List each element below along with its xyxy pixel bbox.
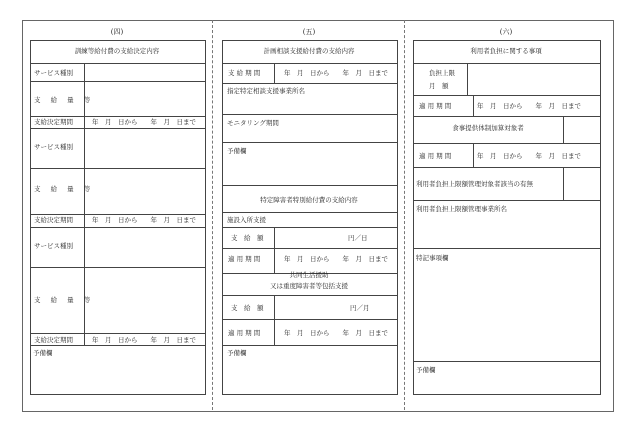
p5-rule xyxy=(222,248,397,249)
p5-notes-2: 予備欄 xyxy=(227,349,247,357)
p5-rule xyxy=(222,142,397,143)
p6-rule xyxy=(413,143,600,144)
p6-rule xyxy=(413,95,600,96)
p4-period-label-1: 支給決定期間 xyxy=(34,118,73,126)
panel6-title: 利用者負担に関する事項 xyxy=(470,47,542,55)
p6-apply-period: 適 用 期 間 xyxy=(419,102,452,110)
p6-rule xyxy=(413,361,600,362)
p4-rule xyxy=(30,333,205,334)
p4-rule xyxy=(30,128,205,129)
p5-facility-support: 施設入所支援 xyxy=(227,216,266,224)
p5-per-day: 円／日 xyxy=(348,234,368,242)
p6-col-rule xyxy=(473,143,474,167)
p5-pay-amount-1: 支 給 額 xyxy=(231,234,264,242)
p6-limit-label-1: 負担上限 xyxy=(429,69,455,77)
p6-rule xyxy=(413,248,600,249)
p6-col-rule xyxy=(467,63,468,95)
p4-period-value-2: 年 月 日から 年 月 日まで xyxy=(92,216,196,224)
p5-rule xyxy=(222,319,397,320)
p4-rule xyxy=(30,116,205,117)
p4-amount-3: 支 給 量 等 xyxy=(34,296,95,304)
p5-designated-office: 指定特定相談支援事業所名 xyxy=(227,87,305,95)
p5-pay-amount-2: 支 給 額 xyxy=(231,304,264,312)
p6-limit-mgmt-office: 利用者負担上限額管理事業所名 xyxy=(416,205,507,213)
p6-apply-value: 年 月 日から 年 月 日まで xyxy=(477,102,581,110)
p4-rule xyxy=(30,214,205,215)
p5-per-month: 円／月 xyxy=(350,304,370,312)
p5-rule xyxy=(222,227,397,228)
p5-monitoring: モニタリング期間 xyxy=(227,119,279,127)
p6-limit-mgmt-question: 利用者負担上限額管理対象者該当の有無 xyxy=(416,180,533,188)
p5-rule xyxy=(222,83,397,84)
p6-rule xyxy=(413,200,600,201)
p5-col-rule xyxy=(274,295,275,345)
p6-meal-period: 適 用 期 間 xyxy=(419,152,452,160)
p6-notes: 予備欄 xyxy=(416,366,436,374)
p5-rule xyxy=(222,345,397,346)
p6-meal-value: 年 月 日から 年 月 日まで xyxy=(477,152,581,160)
p5-rule xyxy=(222,63,397,64)
p5-group-home-1: 共同生活援助 xyxy=(289,271,329,279)
p5-rule xyxy=(222,295,397,296)
p5-col-rule xyxy=(274,227,275,273)
p6-special-notes: 特記事項欄 xyxy=(416,254,449,262)
p5-apply-period-1: 適 用 期 間 xyxy=(228,255,261,263)
p5-apply-value-2: 年 月 日から 年 月 日まで xyxy=(284,329,388,337)
p4-period-value-3: 年 月 日から 年 月 日まで xyxy=(92,336,196,344)
p4-service-type-2: サービス種別 xyxy=(34,143,73,151)
p5-special-title: 特定障害者特別給付費の支給内容 xyxy=(260,196,358,204)
panel5-header: (五) xyxy=(302,28,316,36)
p6-rule xyxy=(413,116,600,117)
p4-rule xyxy=(30,345,205,346)
panel6-table xyxy=(413,40,601,395)
p6-col-rule xyxy=(473,95,474,116)
p5-apply-value-1: 年 月 日から 年 月 日まで xyxy=(284,255,388,263)
panel5-title: 計画相談支援給付費の支給内容 xyxy=(263,47,355,55)
p5-rule xyxy=(222,185,397,186)
panel6-header: (六) xyxy=(499,28,513,36)
p4-notes: 予備欄 xyxy=(33,349,53,357)
p4-service-type-3: サービス種別 xyxy=(34,242,73,250)
p5-rule xyxy=(222,114,397,115)
p6-rule xyxy=(413,167,600,168)
p6-col-rule xyxy=(563,167,564,200)
fold-line-left xyxy=(212,20,213,410)
p4-period-value-1: 年 月 日から 年 月 日まで xyxy=(92,118,196,126)
p4-rule xyxy=(30,63,205,64)
panel4-header: (四) xyxy=(110,28,124,36)
p4-service-type-1: サービス種別 xyxy=(34,69,73,77)
p6-rule xyxy=(413,63,600,64)
p5-rule xyxy=(222,212,397,213)
p4-rule xyxy=(30,168,205,169)
p4-period-label-2: 支給決定期間 xyxy=(34,216,73,224)
p5-col-rule xyxy=(274,63,275,83)
fold-line-right xyxy=(404,20,405,410)
p5-period-label: 支 給 期 間 xyxy=(228,69,261,77)
p5-group-home-2: 又は重度障害者等包括支援 xyxy=(270,282,348,290)
p4-rule xyxy=(30,81,205,82)
p4-rule xyxy=(30,267,205,268)
p4-rule xyxy=(30,227,205,228)
p6-meal-title: 食事提供体制加算対象者 xyxy=(452,124,524,132)
p4-period-label-3: 支給決定期間 xyxy=(34,336,73,344)
p4-amount-1: 支 給 量 等 xyxy=(34,96,95,104)
p5-notes: 予備欄 xyxy=(227,147,247,155)
p6-col-rule xyxy=(563,116,564,143)
panel4-title: 訓練等給付費の支給決定内容 xyxy=(74,47,160,55)
p5-apply-period-2: 適 用 期 間 xyxy=(228,329,261,337)
p5-period-value: 年 月 日から 年 月 日まで xyxy=(284,69,388,77)
p6-limit-label-2: 月 額 xyxy=(429,82,449,90)
p4-amount-2: 支 給 量 等 xyxy=(34,185,95,193)
